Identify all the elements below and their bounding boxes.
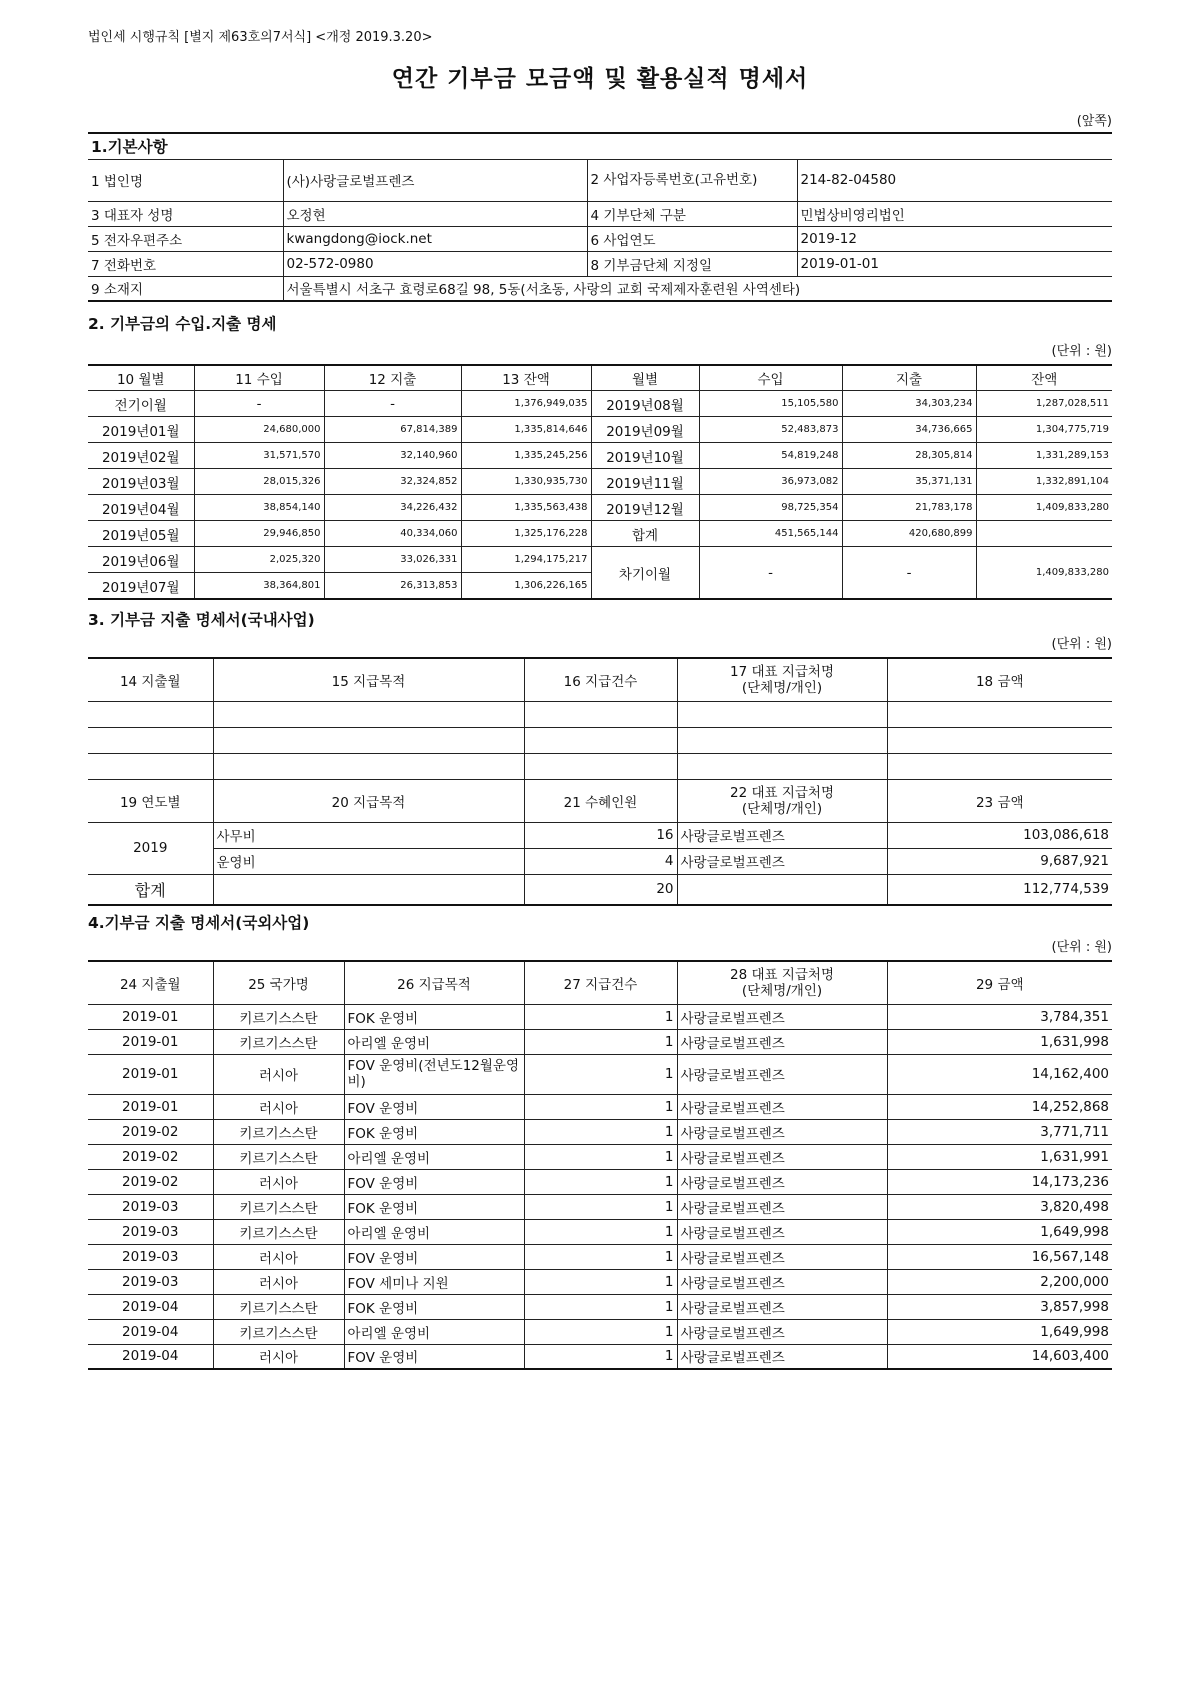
payee-cell: 사랑글로벌프렌즈 [677, 1244, 887, 1269]
section4-title: 4.기부금 지출 명세서(국외사업) [88, 914, 310, 932]
table-row [88, 1244, 1112, 1269]
month-cell: 전기이월 [88, 391, 194, 417]
payee-cell: 사랑글로벌프렌즈 [677, 1219, 887, 1244]
balance-cell: 1,325,176,228 [461, 521, 591, 547]
expense-cell: 21,783,178 [842, 495, 976, 521]
label-phone: 7 전화번호 [88, 251, 283, 276]
month-cell: 2019년10월 [591, 443, 699, 469]
count-cell: 1 [524, 1029, 677, 1054]
table-row [88, 443, 1112, 469]
total-expense: 420,680,899 [842, 521, 976, 547]
balance-cell: 1,294,175,217 [461, 547, 591, 573]
payee-cell: 사랑글로벌프렌즈 [677, 1004, 887, 1029]
amount-cell: 3,771,711 [887, 1119, 1112, 1144]
month-cell: 2019년11월 [591, 469, 699, 495]
value-address: 서울특별시 서초구 효령로68길 98, 5동(서초동, 사랑의 교회 국제제자훈련원 사역센타) [283, 276, 1112, 301]
country-cell: 러시아 [213, 1344, 344, 1369]
amount-cell: 1,649,998 [887, 1319, 1112, 1344]
amount-cell: 14,603,400 [887, 1344, 1112, 1369]
table-row [88, 547, 1112, 573]
income-cell: 38,364,801 [194, 573, 324, 600]
count-cell: 1 [524, 1319, 677, 1344]
table-row [88, 1054, 1112, 1094]
value-reg-number: 214-82-04580 [797, 159, 1112, 201]
expense-cell: 26,313,853 [324, 573, 461, 600]
payee-cell: 사랑글로벌프렌즈 [677, 1294, 887, 1319]
label-corp-name: 1 법인명 [88, 159, 283, 201]
expense-cell: 34,736,665 [842, 417, 976, 443]
purpose-cell: 아리엘 운영비 [344, 1144, 524, 1169]
hdr-purpose: 15 지급목적 [213, 658, 524, 701]
income-cell: - [194, 391, 324, 417]
value-corp-name: (사)사랑글로벌프렌즈 [283, 159, 587, 201]
table-row [88, 1219, 1112, 1244]
purpose-cell: FOV 운영비 [344, 1094, 524, 1119]
purpose-cell: 아리엘 운영비 [344, 1319, 524, 1344]
table-row [88, 1004, 1112, 1029]
purpose-cell: FOK 운영비 [344, 1294, 524, 1319]
table-row [88, 1194, 1112, 1219]
month-cell: 2019년03월 [88, 469, 194, 495]
balance-cell: 1,332,891,104 [976, 469, 1112, 495]
income-cell: 2,025,320 [194, 547, 324, 573]
overseas-expense-table [88, 960, 1112, 1370]
table-row [88, 1169, 1112, 1194]
balance-cell: 1,409,833,280 [976, 495, 1112, 521]
payee-cell: 사랑글로벌프렌즈 [677, 1094, 887, 1119]
country-cell: 키르기스스탄 [213, 1319, 344, 1344]
table-row [88, 391, 1112, 417]
country-cell: 키르기스스탄 [213, 1194, 344, 1219]
expense-cell: 67,814,389 [324, 417, 461, 443]
country-cell: 키르기스스탄 [213, 1294, 344, 1319]
hdr-payee: 28 대표 지급처명 (단체명/개인) [677, 961, 887, 1004]
payee-cell: 사랑글로벌프렌즈 [677, 1144, 887, 1169]
payee-cell: 사랑글로벌프렌즈 [677, 1194, 887, 1219]
purpose-cell: FOK 운영비 [344, 1004, 524, 1029]
total-label: 합계 [591, 521, 699, 547]
count-cell: 1 [524, 1054, 677, 1094]
payee-cell: 사랑글로벌프렌즈 [677, 1319, 887, 1344]
page-side-label: (앞쪽) [1076, 114, 1112, 129]
month-cell: 2019-03 [88, 1244, 213, 1269]
section4-unit: (단위 : 원) [1051, 940, 1112, 955]
value-representative: 오정현 [283, 201, 587, 226]
month-cell: 2019-01 [88, 1029, 213, 1054]
purpose-cell: FOK 운영비 [344, 1194, 524, 1219]
balance-cell: 1,335,814,646 [461, 417, 591, 443]
value-designation-date: 2019-01-01 [797, 251, 1112, 276]
amount-cell: 3,820,498 [887, 1194, 1112, 1219]
count-cell: 1 [524, 1119, 677, 1144]
income-cell: 54,819,248 [699, 443, 842, 469]
count-cell: 1 [524, 1294, 677, 1319]
table-row [88, 874, 1112, 905]
payee-cell: 사랑글로벌프렌즈 [677, 1344, 887, 1369]
label-address: 9 소재지 [88, 276, 283, 301]
month-cell: 2019-04 [88, 1344, 213, 1369]
count-cell: 1 [524, 1219, 677, 1244]
expense-cell: 35,371,131 [842, 469, 976, 495]
month-cell: 2019-02 [88, 1169, 213, 1194]
carryover-expense: - [842, 547, 976, 600]
hdr-count: 27 지급건수 [524, 961, 677, 1004]
purpose-cell: FOV 운영비 [344, 1344, 524, 1369]
country-cell: 키르기스스탄 [213, 1219, 344, 1244]
count-cell: 1 [524, 1169, 677, 1194]
amount-cell: 9,687,921 [887, 848, 1112, 874]
carryover-balance: 1,409,833,280 [976, 547, 1112, 600]
value-email: kwangdong@iock.net [283, 226, 587, 251]
basic-info-table [88, 132, 1112, 302]
count-cell: 1 [524, 1194, 677, 1219]
total-income: 451,565,144 [699, 521, 842, 547]
hdr-balance-2: 잔액 [976, 365, 1112, 391]
income-expense-table [88, 364, 1112, 600]
purpose-cell: 아리엘 운영비 [344, 1219, 524, 1244]
hdr-year: 19 연도별 [88, 779, 213, 822]
section2-unit: (단위 : 원) [1051, 344, 1112, 359]
payee-cell: 사랑글로벌프렌즈 [677, 1054, 887, 1094]
expense-cell: 34,303,234 [842, 391, 976, 417]
purpose-cell: FOV 운영비 [344, 1244, 524, 1269]
hdr-expense-month: 14 지출월 [88, 658, 213, 701]
month-cell: 2019년07월 [88, 573, 194, 600]
hdr-balance: 13 잔액 [461, 365, 591, 391]
table-row [88, 727, 1112, 753]
hdr-month: 10 월별 [88, 365, 194, 391]
country-cell: 러시아 [213, 1094, 344, 1119]
hdr-income: 11 수입 [194, 365, 324, 391]
table-row [88, 848, 1112, 874]
amount-cell: 103,086,618 [887, 822, 1112, 848]
purpose-cell: FOV 세미나 지원 [344, 1269, 524, 1294]
value-fiscal-year: 2019-12 [797, 226, 1112, 251]
month-cell: 2019-04 [88, 1294, 213, 1319]
month-cell: 2019년08월 [591, 391, 699, 417]
balance-cell: 1,304,775,719 [976, 417, 1112, 443]
table-row [88, 1344, 1112, 1369]
hdr-month-2: 월별 [591, 365, 699, 391]
purpose-cell: FOV 운영비 [344, 1169, 524, 1194]
hdr-count: 16 지급건수 [524, 658, 677, 701]
balance-cell: 1,330,935,730 [461, 469, 591, 495]
balance-cell: 1,335,245,256 [461, 443, 591, 469]
total-count: 20 [524, 874, 677, 905]
label-email: 5 전자우편주소 [88, 226, 283, 251]
domestic-expense-table [88, 657, 1112, 906]
income-cell: 15,105,580 [699, 391, 842, 417]
section2-title: 2. 기부금의 수입.지출 명세 [88, 315, 277, 333]
amount-cell: 1,631,991 [887, 1144, 1112, 1169]
count-cell: 4 [524, 848, 677, 874]
value-org-type: 민법상비영리법인 [797, 201, 1112, 226]
country-cell: 러시아 [213, 1269, 344, 1294]
table-row [88, 495, 1112, 521]
month-cell: 2019-01 [88, 1054, 213, 1094]
income-cell: 38,854,140 [194, 495, 324, 521]
month-cell: 2019-02 [88, 1119, 213, 1144]
table-row [88, 1294, 1112, 1319]
table-row [88, 1094, 1112, 1119]
purpose-cell: 사무비 [213, 822, 524, 848]
count-cell: 1 [524, 1094, 677, 1119]
month-cell: 2019년02월 [88, 443, 194, 469]
month-cell: 2019-01 [88, 1004, 213, 1029]
country-cell: 러시아 [213, 1054, 344, 1094]
hdr-purpose-2: 20 지급목적 [213, 779, 524, 822]
purpose-cell: 아리엘 운영비 [344, 1029, 524, 1054]
hdr-income-2: 수입 [699, 365, 842, 391]
purpose-cell: FOK 운영비 [344, 1119, 524, 1144]
table-row [88, 1319, 1112, 1344]
purpose-cell: 운영비 [213, 848, 524, 874]
month-cell: 2019년04월 [88, 495, 194, 521]
label-designation-date: 8 기부금단체 지정일 [587, 251, 797, 276]
expense-cell: - [324, 391, 461, 417]
income-cell: 31,571,570 [194, 443, 324, 469]
hdr-payee: 17 대표 지급처명 (단체명/개인) [677, 658, 887, 701]
year-cell: 2019 [88, 822, 213, 874]
table-row [88, 753, 1112, 779]
label-reg-number: 2 사업자등록번호(고유번호) [587, 159, 797, 201]
table-row [88, 1029, 1112, 1054]
count-cell: 16 [524, 822, 677, 848]
month-cell: 2019-01 [88, 1094, 213, 1119]
table-row [88, 417, 1112, 443]
balance-cell: 1,306,226,165 [461, 573, 591, 600]
hdr-expense-month: 24 지출월 [88, 961, 213, 1004]
carryover-label: 차기이월 [591, 547, 699, 600]
label-fiscal-year: 6 사업연도 [587, 226, 797, 251]
amount-cell: 14,162,400 [887, 1054, 1112, 1094]
table-row [88, 701, 1112, 727]
income-cell: 29,946,850 [194, 521, 324, 547]
month-cell: 2019-03 [88, 1219, 213, 1244]
month-cell: 2019-03 [88, 1269, 213, 1294]
payee-cell: 사랑글로벌프렌즈 [677, 1269, 887, 1294]
balance-cell: 1,335,563,438 [461, 495, 591, 521]
payee-cell: 사랑글로벌프렌즈 [677, 1169, 887, 1194]
balance-cell: 1,287,028,511 [976, 391, 1112, 417]
income-cell: 24,680,000 [194, 417, 324, 443]
expense-cell: 34,226,432 [324, 495, 461, 521]
amount-cell: 3,784,351 [887, 1004, 1112, 1029]
hdr-expense-2: 지출 [842, 365, 976, 391]
expense-cell: 32,324,852 [324, 469, 461, 495]
hdr-beneficiaries: 21 수혜인원 [524, 779, 677, 822]
month-cell: 2019년01월 [88, 417, 194, 443]
income-cell: 98,725,354 [699, 495, 842, 521]
table-row [88, 1144, 1112, 1169]
hdr-amount: 29 금액 [887, 961, 1112, 1004]
income-cell: 36,973,082 [699, 469, 842, 495]
hdr-country: 25 국가명 [213, 961, 344, 1004]
count-cell: 1 [524, 1269, 677, 1294]
count-cell: 1 [524, 1344, 677, 1369]
amount-cell: 14,173,236 [887, 1169, 1112, 1194]
country-cell: 러시아 [213, 1169, 344, 1194]
country-cell: 키르기스스탄 [213, 1144, 344, 1169]
month-cell: 2019년09월 [591, 417, 699, 443]
country-cell: 키르기스스탄 [213, 1004, 344, 1029]
country-cell: 키르기스스탄 [213, 1029, 344, 1054]
month-cell: 2019-04 [88, 1319, 213, 1344]
amount-cell: 16,567,148 [887, 1244, 1112, 1269]
expense-cell: 40,334,060 [324, 521, 461, 547]
section3-unit: (단위 : 원) [1051, 637, 1112, 652]
payee-cell: 사랑글로벌프렌즈 [677, 1029, 887, 1054]
total-amount: 112,774,539 [887, 874, 1112, 905]
income-cell: 52,483,873 [699, 417, 842, 443]
value-phone: 02-572-0980 [283, 251, 587, 276]
country-cell: 키르기스스탄 [213, 1119, 344, 1144]
section1-title: 1.기본사항 [88, 133, 1112, 159]
section3-title: 3. 기부금 지출 명세서(국내사업) [88, 611, 315, 629]
country-cell: 러시아 [213, 1244, 344, 1269]
label-representative: 3 대표자 성명 [88, 201, 283, 226]
balance-cell: 1,331,289,153 [976, 443, 1112, 469]
carryover-income: - [699, 547, 842, 600]
table-row [88, 1269, 1112, 1294]
month-cell: 2019년06월 [88, 547, 194, 573]
count-cell: 1 [524, 1004, 677, 1029]
page-title: 연간 기부금 모금액 및 활용실적 명세서 [391, 66, 809, 92]
count-cell: 1 [524, 1244, 677, 1269]
payee-cell: 사랑글로벌프렌즈 [677, 1119, 887, 1144]
table-row [88, 822, 1112, 848]
hdr-expense: 12 지출 [324, 365, 461, 391]
amount-cell: 1,649,998 [887, 1219, 1112, 1244]
month-cell: 2019-03 [88, 1194, 213, 1219]
income-cell: 28,015,326 [194, 469, 324, 495]
table-row [88, 469, 1112, 495]
amount-cell: 1,631,998 [887, 1029, 1112, 1054]
expense-cell: 33,026,331 [324, 547, 461, 573]
payee-cell: 사랑글로벌프렌즈 [677, 822, 887, 848]
table-row [88, 1119, 1112, 1144]
label-org-type: 4 기부단체 구분 [587, 201, 797, 226]
total-balance [976, 521, 1112, 547]
month-cell: 2019년05월 [88, 521, 194, 547]
purpose-cell: FOV 운영비(전년도12월운영비) [344, 1054, 524, 1094]
month-cell: 2019년12월 [591, 495, 699, 521]
expense-cell: 28,305,814 [842, 443, 976, 469]
hdr-purpose: 26 지급목적 [344, 961, 524, 1004]
amount-cell: 2,200,000 [887, 1269, 1112, 1294]
form-note: 법인세 시행규칙 [별지 제63호의7서식] <개정 2019.3.20> [88, 30, 433, 45]
amount-cell: 14,252,868 [887, 1094, 1112, 1119]
hdr-payee-2: 22 대표 지급처명 (단체명/개인) [677, 779, 887, 822]
total-label: 합계 [88, 874, 213, 905]
amount-cell: 3,857,998 [887, 1294, 1112, 1319]
expense-cell: 32,140,960 [324, 443, 461, 469]
month-cell: 2019-02 [88, 1144, 213, 1169]
table-row [88, 521, 1112, 547]
balance-cell: 1,376,949,035 [461, 391, 591, 417]
payee-cell: 사랑글로벌프렌즈 [677, 848, 887, 874]
count-cell: 1 [524, 1144, 677, 1169]
hdr-amount: 18 금액 [887, 658, 1112, 701]
hdr-amount-2: 23 금액 [887, 779, 1112, 822]
